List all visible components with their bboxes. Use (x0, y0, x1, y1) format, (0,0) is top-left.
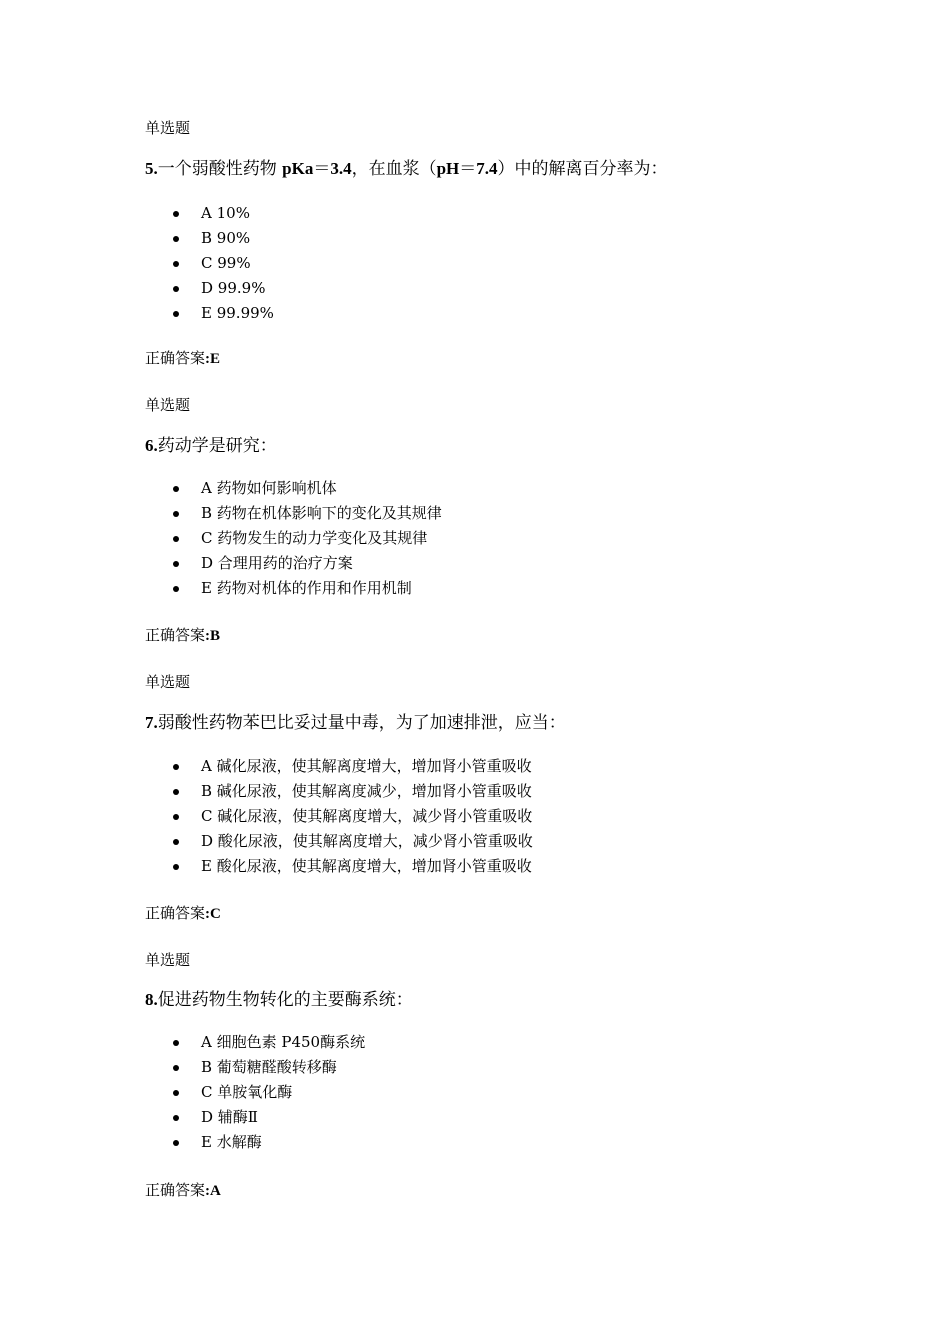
option-b (145, 1055, 365, 1080)
bullet-icon (173, 286, 179, 292)
question-number: 7. (145, 713, 158, 732)
option-text: D 酸化尿液，使其解离度增大，减少肾小管重吸收 (201, 832, 533, 850)
option-text: C 单胺氧化酶 (201, 1083, 293, 1101)
answer-label: 正确答案 (145, 626, 206, 644)
bullet-icon (173, 586, 179, 592)
option-text: E 酸化尿液，使其解离度增大，增加肾小管重吸收 (201, 857, 532, 875)
question-type: 单选题 (145, 673, 191, 691)
option-a (145, 476, 442, 501)
bullet-icon (173, 211, 179, 217)
option-e (145, 576, 442, 601)
option-text: D 合理用药的治疗方案 (201, 554, 353, 572)
answer-label: 正确答案 (145, 904, 206, 922)
title-text: 促进药物生物转化的主要酶系统： (157, 990, 413, 1010)
question-number: 8. (145, 990, 158, 1009)
option-c (145, 526, 442, 551)
title-text: ＝ (313, 159, 331, 179)
option-text: C 药物发生的动力学变化及其规律 (201, 529, 428, 547)
correct-answer (145, 625, 220, 646)
answer-label: 正确答案 (145, 349, 206, 367)
question-number: 5. (145, 159, 158, 178)
option-text: E 药物对机体的作用和作用机制 (201, 579, 412, 597)
option-text: B 90% (201, 229, 251, 247)
question-type: 单选题 (145, 951, 191, 969)
option-text: D 辅酶Ⅱ (201, 1108, 258, 1126)
option-text: A 10% (201, 204, 250, 222)
option-text: A 碱化尿液，使其解离度增大，增加肾小管重吸收 (201, 757, 532, 775)
option-text: E 水解酶 (201, 1133, 262, 1151)
question-title (145, 711, 566, 735)
question-title (145, 434, 277, 458)
option-text: A 细胞色素 P450酶系统 (201, 1033, 366, 1051)
bullet-icon (173, 486, 179, 492)
option-text: C 碱化尿液，使其解离度增大，减少肾小管重吸收 (201, 807, 533, 825)
bullet-icon (173, 1065, 179, 1071)
option-text: D 99.9% (201, 279, 266, 297)
bullet-icon (173, 236, 179, 242)
question-title (145, 157, 668, 181)
question-7 (145, 672, 885, 922)
option-d (145, 276, 274, 301)
title-text: ）中的解离百分率为： (497, 159, 668, 179)
option-c (145, 1080, 365, 1105)
option-d (145, 1105, 365, 1130)
option-text: B 葡萄糖醛酸转移酶 (201, 1058, 337, 1076)
bullet-icon (173, 1140, 179, 1146)
correct-answer (145, 1180, 221, 1201)
option-text: A 药物如何影响机体 (201, 479, 337, 497)
answer-value: :B (205, 628, 221, 644)
answer-label: 正确答案 (145, 1181, 206, 1199)
option-d (145, 829, 533, 854)
title-value-ph: 7.4 (476, 159, 498, 178)
bullet-icon (173, 561, 179, 567)
question-5 (145, 118, 885, 367)
bullet-icon (173, 789, 179, 795)
option-a (145, 201, 274, 226)
bullet-icon (173, 764, 179, 770)
title-value-pka: 3.4 (330, 159, 352, 178)
bullet-icon (173, 814, 179, 820)
bullet-icon (173, 261, 179, 267)
question-6 (145, 395, 885, 644)
option-d (145, 551, 442, 576)
option-a (145, 1030, 365, 1055)
answer-value: :A (205, 1183, 221, 1199)
question-number: 6. (145, 436, 158, 455)
bullet-icon (173, 864, 179, 870)
bullet-icon (173, 1040, 179, 1046)
title-text: 一个弱酸性药物 (157, 159, 283, 179)
bullet-icon (173, 1090, 179, 1096)
bullet-icon (173, 511, 179, 517)
option-text: E 99.99% (201, 304, 274, 322)
option-text: C 99% (201, 254, 251, 272)
bullet-icon (173, 311, 179, 317)
title-text: ，在血浆（ (351, 159, 437, 179)
title-term-ph: pH (436, 159, 460, 178)
title-text: ＝ (459, 159, 477, 179)
option-b (145, 779, 533, 804)
question-title (145, 988, 413, 1012)
answer-value: :E (205, 351, 221, 367)
bullet-icon (173, 1115, 179, 1121)
correct-answer (145, 348, 220, 369)
options-list (145, 476, 442, 601)
options-list (145, 754, 533, 879)
question-type: 单选题 (145, 119, 191, 137)
correct-answer (145, 903, 221, 924)
option-text: B 碱化尿液，使其解离度减少，增加肾小管重吸收 (201, 782, 532, 800)
question-type: 单选题 (145, 396, 191, 414)
options-list (145, 1030, 365, 1155)
title-text: 药动学是研究： (157, 436, 277, 456)
option-e (145, 1130, 365, 1155)
option-text: B 药物在机体影响下的变化及其规律 (201, 504, 442, 522)
title-term-pka: pKa (282, 159, 314, 178)
option-a (145, 754, 533, 779)
title-text: 弱酸性药物苯巴比妥过量中毒，为了加速排泄，应当： (157, 713, 566, 733)
option-c (145, 251, 274, 276)
option-c (145, 804, 533, 829)
answer-value: :C (205, 906, 221, 922)
question-8 (145, 950, 885, 1199)
option-e (145, 854, 533, 879)
option-b (145, 226, 274, 251)
bullet-icon (173, 839, 179, 845)
options-list (145, 201, 274, 326)
bullet-icon (173, 536, 179, 542)
option-b (145, 501, 442, 526)
option-e (145, 301, 274, 326)
